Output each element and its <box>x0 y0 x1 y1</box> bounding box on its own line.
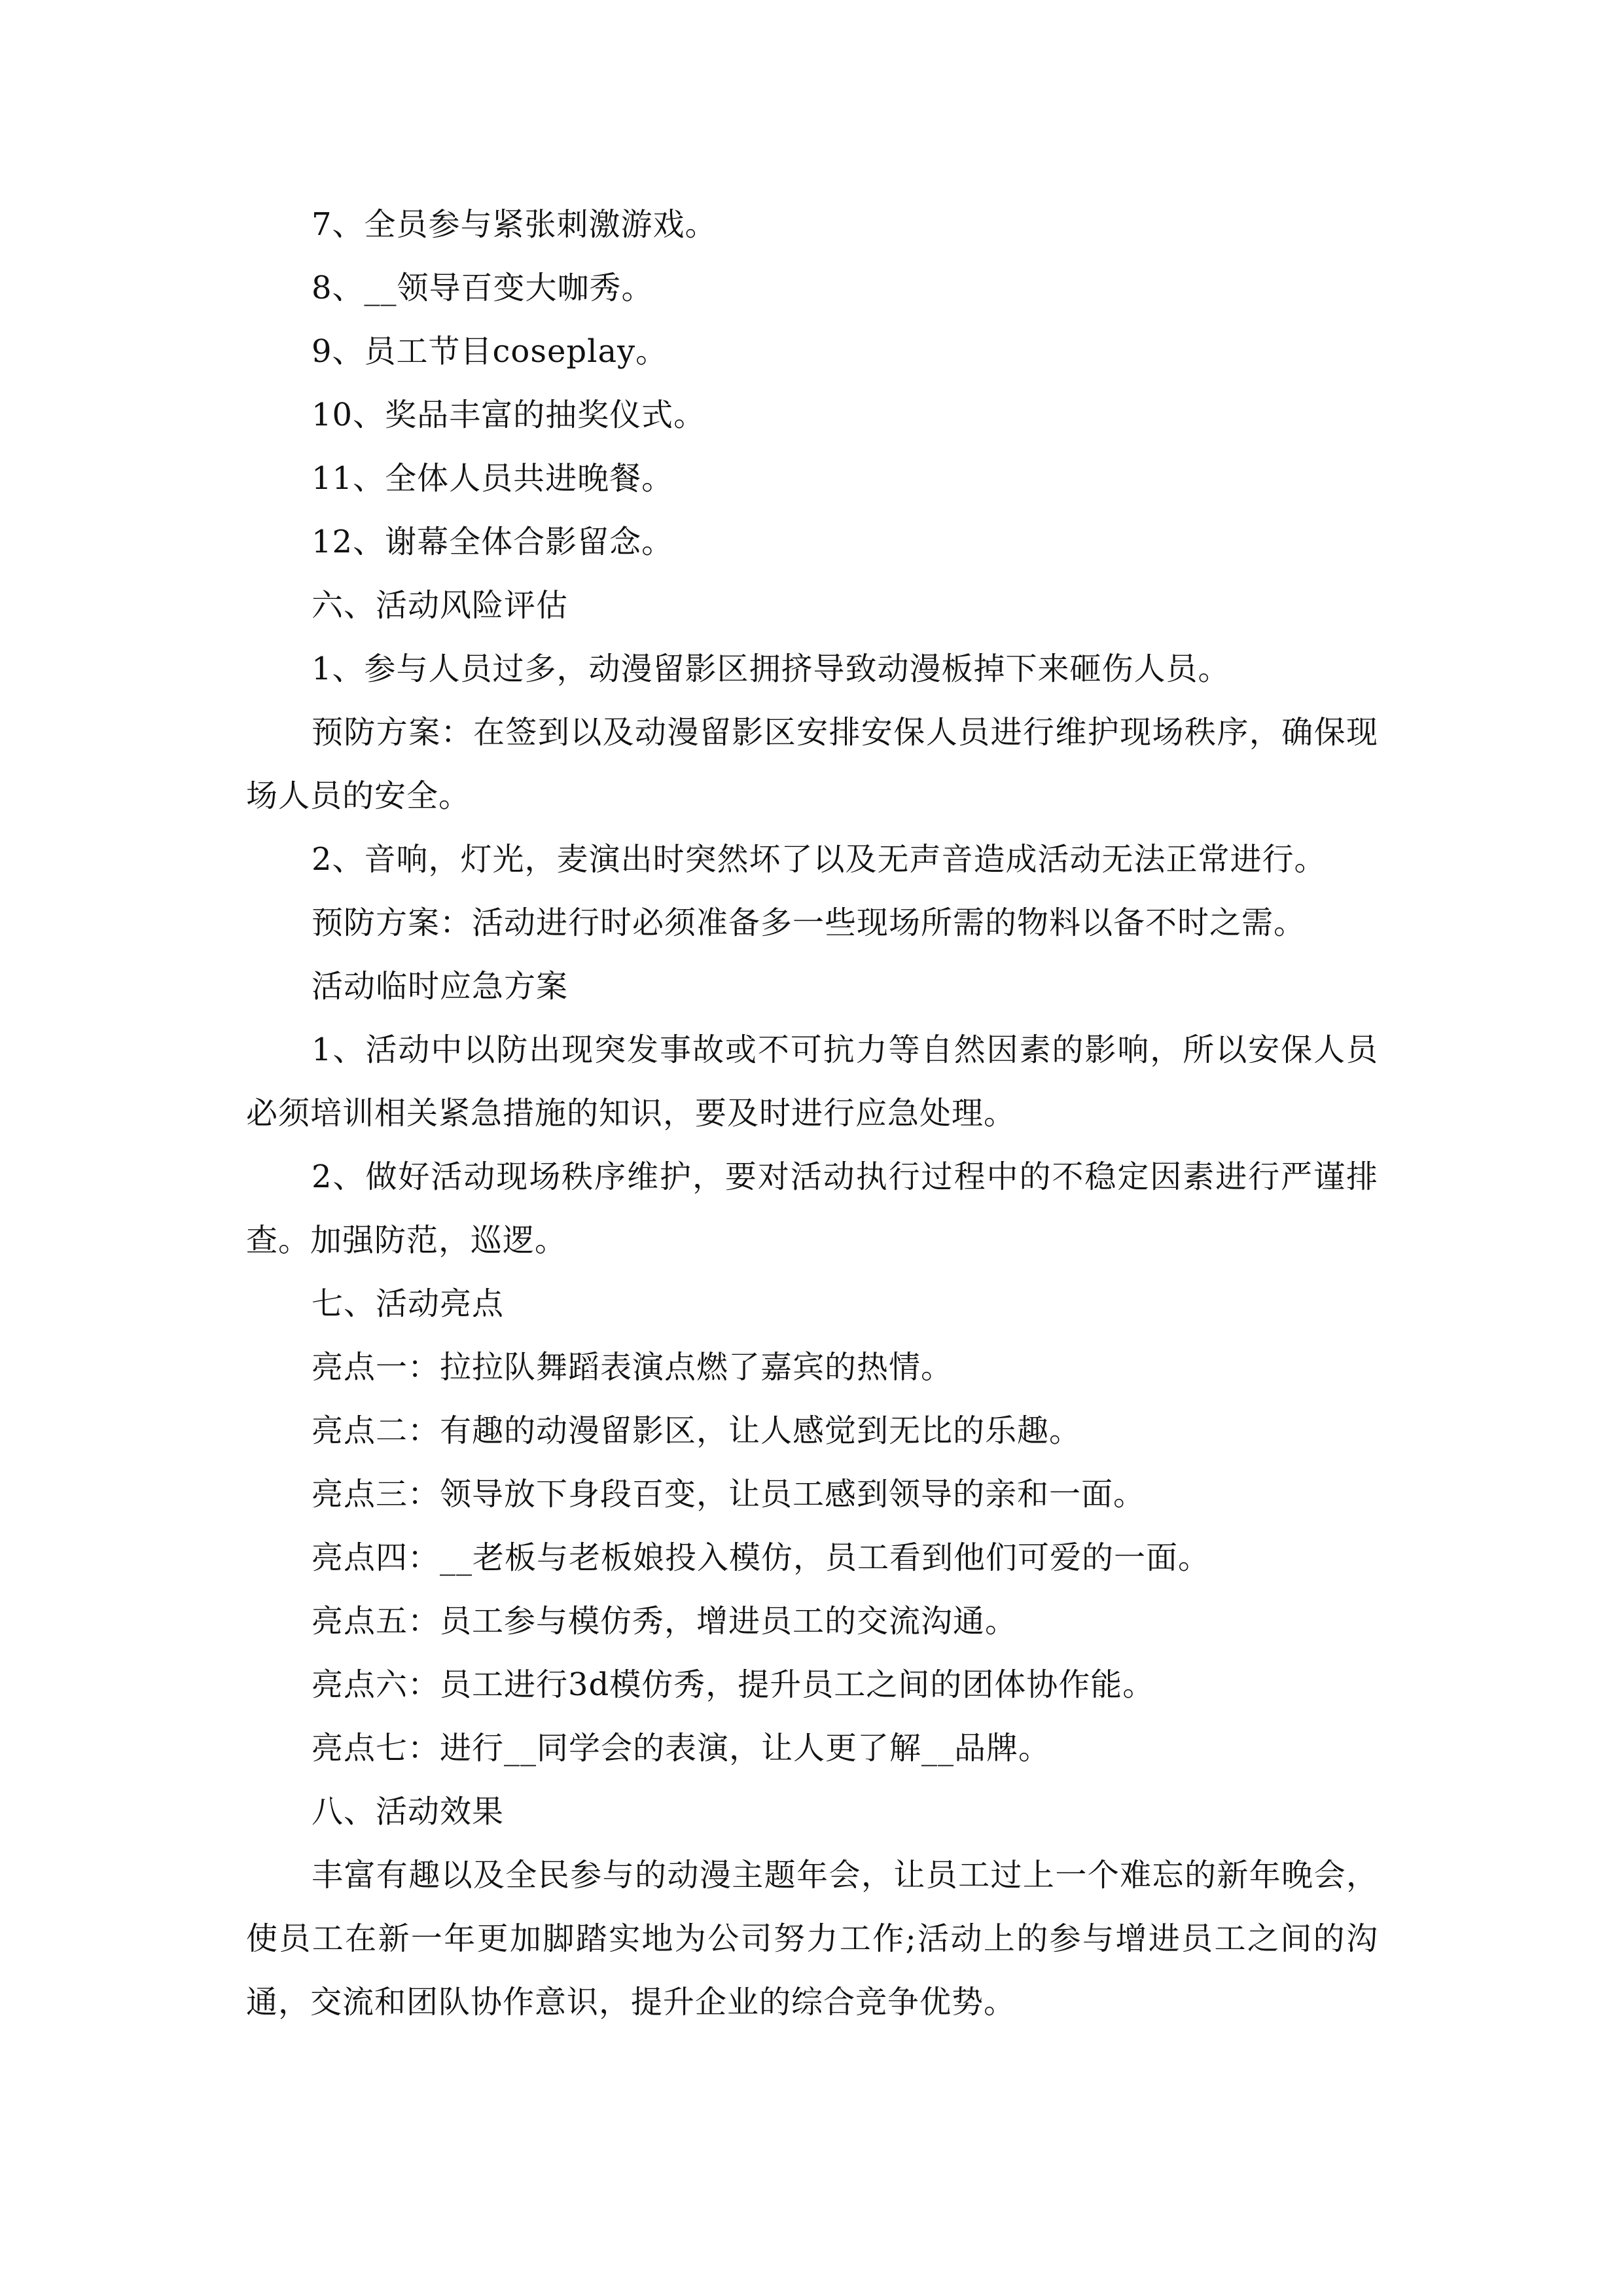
emergency-item-1: 1、活动中以防出现突发事故或不可抗力等自然因素的影响，所以安保人员必须培训相关紧急措施的知识，要及时进行应急处理。 <box>246 1031 1378 1132</box>
prevention-plan-2: 预防方案：活动进行时必须准备多一些现场所需的物料以备不时之需。 <box>312 905 1306 941</box>
prevention-plan-1: 预防方案：在签到以及动漫留影区安排安保人员进行维护现场秩序，确保现场人员的安全。 <box>246 714 1378 814</box>
highlight-5: 亮点五：员工参与模仿秀，增进员工的交流沟通。 <box>312 1603 1018 1640</box>
list-item-10: 10、奖品丰富的抽奖仪式。 <box>312 397 706 433</box>
list-item-8: 8、__领导百变大咖秀。 <box>312 270 654 306</box>
highlight-7: 亮点七：进行__同学会的表演，让人更了解__品牌。 <box>312 1730 1051 1767</box>
list-item-9: 9、员工节目coseplay。 <box>312 333 668 370</box>
effect-paragraph: 丰富有趣以及全民参与的动漫主题年会，让员工过上一个难忘的新年晚会，使员工在新一年更加脚踏实地为公司努力工作;活动上的参与增进员工之间的沟通，交流和团队协作意识，提升企业的综合竞争优势。 <box>246 1857 1378 2020</box>
document-page <box>246 193 1378 2157</box>
section-heading-highlights: 七、活动亮点 <box>312 1285 505 1322</box>
risk-item-2: 2、音响，灯光，麦演出时突然坏了以及无声音造成活动无法正常进行。 <box>312 841 1327 878</box>
highlight-3: 亮点三：领导放下身段百变，让员工感到领导的亲和一面。 <box>312 1476 1146 1513</box>
subsection-heading-emergency: 活动临时应急方案 <box>312 968 569 1005</box>
risk-item-1: 1、参与人员过多，动漫留影区拥挤导致动漫板掉下来砸伤人员。 <box>312 651 1230 687</box>
list-item-12: 12、谢幕全体合影留念。 <box>312 524 674 560</box>
emergency-item-2: 2、做好活动现场秩序维护，要对活动执行过程中的不稳定因素进行严谨排查。加强防范，巡逻。 <box>246 1158 1378 1259</box>
highlight-6: 亮点六：员工进行3d模仿秀，提升员工之间的团体协作能。 <box>312 1666 1155 1703</box>
section-heading-effect: 八、活动效果 <box>312 1793 505 1830</box>
highlight-2: 亮点二：有趣的动漫留影区，让人感觉到无比的乐趣。 <box>312 1412 1082 1449</box>
list-item-11: 11、全体人员共进晚餐。 <box>312 460 674 497</box>
highlight-4: 亮点四：__老板与老板娘投入模仿，员工看到他们可爱的一面。 <box>312 1539 1211 1576</box>
highlight-1: 亮点一：拉拉队舞蹈表演点燃了嘉宾的热情。 <box>312 1349 954 1386</box>
list-item-7: 7、全员参与紧张刺激游戏。 <box>312 206 717 243</box>
section-heading-risk: 六、活动风险评估 <box>312 587 569 624</box>
